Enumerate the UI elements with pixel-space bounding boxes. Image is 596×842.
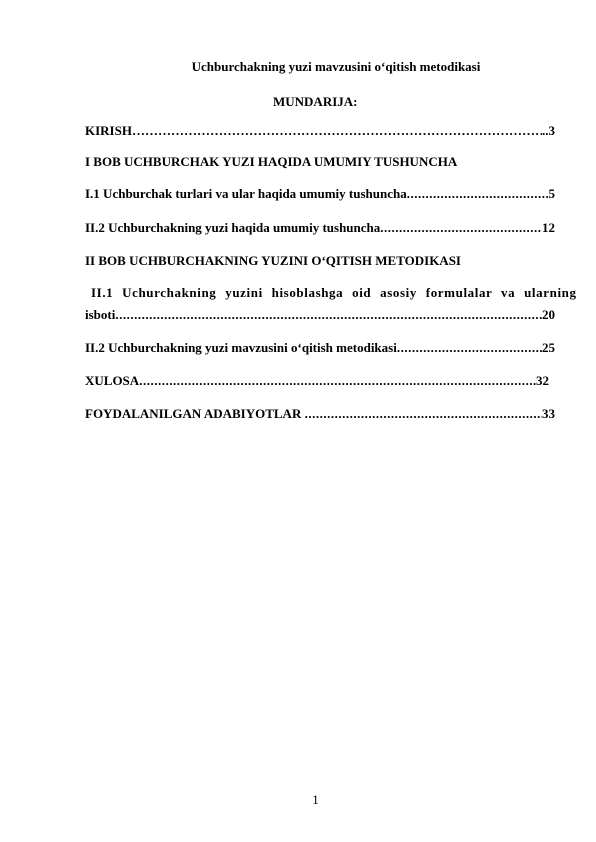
page-number: 1 [312,792,319,807]
toc-heading: MUNDARIJA: [273,94,358,109]
toc-entry-text: FOYDALANILGAN ADABIYOTLAR [85,406,305,421]
toc-entry-2-1-line2[interactable] [85,307,555,323]
toc-entry-xulosa[interactable] [85,373,549,389]
toc-leader-dots [132,123,542,139]
toc-chapter-2[interactable]: II BOB UCHBURCHAKNING YUZINI O‘QITISH METODIKASI [85,253,461,268]
toc-entry-text: isboti [85,307,116,322]
toc-entry-page: 12 [542,220,555,235]
toc-entry-text: XULOSA [85,373,140,388]
toc-leader-dots [380,220,542,236]
toc-entry-page: 32 [536,373,549,388]
toc-leader-dots [305,406,542,422]
toc-entry-1-2[interactable] [85,220,555,236]
toc-entry-text: II.2 Uchburchakning yuzi haqida umumiy tushuncha [85,220,381,235]
toc-entry-page: 20 [542,307,555,322]
toc-entry-page: 25 [542,340,555,355]
toc-entry-adabiyotlar[interactable] [85,406,555,422]
toc-entry-1-1[interactable] [85,186,555,202]
toc-entry-2-2[interactable] [85,340,555,356]
toc-entry-kirish[interactable]: KIRISH ………………………………………………………………………………………………………………………………………………………………… .. 3 [85,123,555,139]
toc-entry-page: 33 [542,406,555,421]
toc-entry-text: KIRISH [85,123,132,138]
toc-entry-page: 5 [548,186,555,201]
toc-leader-dots [139,373,536,389]
toc-leader-dots [397,340,542,356]
toc-entry-text: I.1 Uchburchak turlari va ular haqida umumiy tushuncha [85,186,407,201]
toc-entry-text: II.2 Uchburchakning yuzi mavzusini o‘qitish metodikasi [85,340,397,355]
toc-entry-page: 3 [548,123,555,138]
toc-entry-2-1-line1[interactable]: II.1 Uchurchakning yuzini hisoblashga oid asosiy formulalar va ularning [91,285,577,300]
toc-chapter-1[interactable]: I BOB UCHBURCHAK YUZI HAQIDA UMUMIY TUSHUNCHA [85,154,458,169]
toc-leader-dots [407,186,549,202]
toc-leader-dots [115,307,542,323]
document-title: Uchburchakning yuzi mavzusini o‘qitish metodikasi [191,59,481,74]
